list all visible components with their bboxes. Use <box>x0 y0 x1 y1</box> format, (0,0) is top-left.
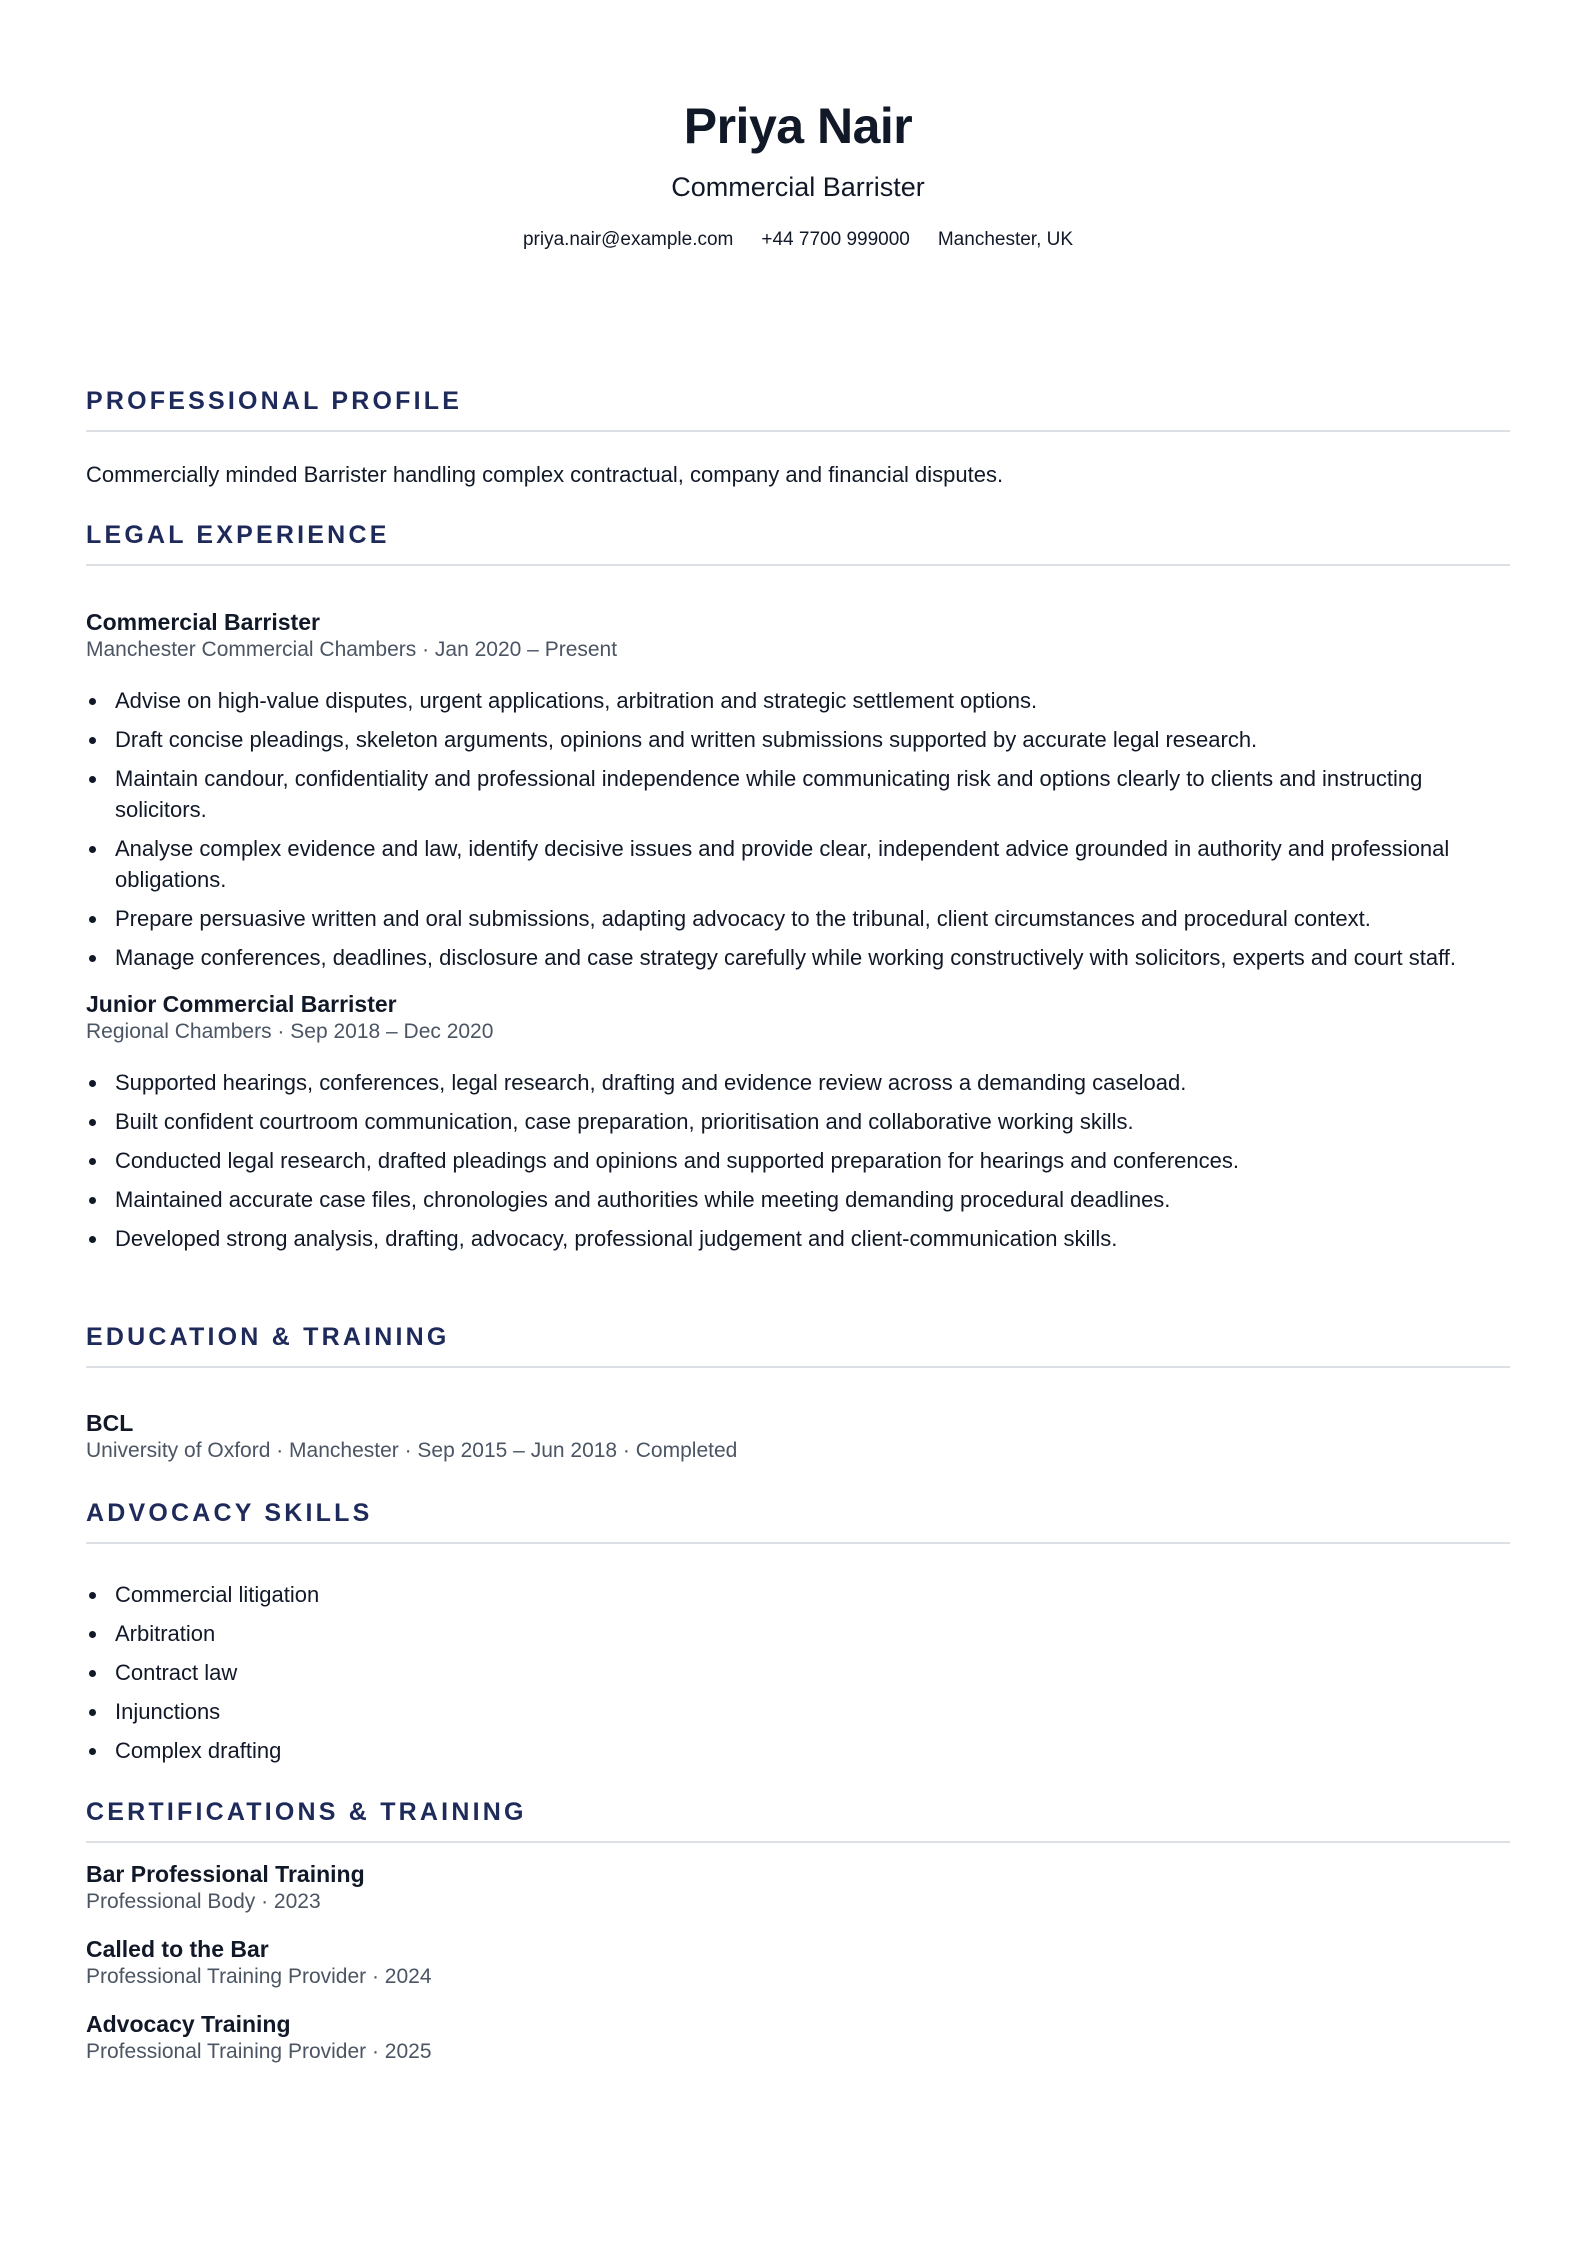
skill-item: Complex drafting <box>86 1735 1510 1766</box>
resume-header <box>86 0 1510 252</box>
list-item: Manage conferences, deadlines, disclosure and case strategy carefully while working constructively with solicitors, experts and court staff. <box>86 942 1510 973</box>
section-heading: EDUCATION & TRAINING <box>86 1323 450 1351</box>
skill-item: Injunctions <box>86 1696 1510 1727</box>
certification-name: Called to the Bar <box>86 1936 269 1962</box>
list-item: Maintain candour, confidentiality and professional independence while communicating risk and options clearly to clients and instructing solicitors. <box>86 763 1510 825</box>
certification-name: Advocacy Training <box>86 2011 291 2037</box>
contact-phone[interactable]: +44 7700 999000 <box>761 229 910 250</box>
contact-line <box>86 228 1510 252</box>
profile-summary: Commercially minded Barrister handling complex contractual, company and financial disputes. <box>86 462 1004 487</box>
list-item: Analyse complex evidence and law, identify decisive issues and provide clear, independent advice grounded in authority and professional obligations. <box>86 833 1510 895</box>
job-meta: Manchester Commercial Chambers · Jan 2020 – Present <box>86 638 618 661</box>
job-role: Junior Commercial Barrister <box>86 991 397 1017</box>
education-meta: University of Oxford · Manchester · Sep 2015 – Jun 2018 · Completed <box>86 1439 738 1462</box>
education-entry <box>86 1409 1510 1465</box>
candidate-headline: Commercial Barrister <box>671 172 925 202</box>
section-divider <box>86 1542 1510 1544</box>
section-heading: PROFESSIONAL PROFILE <box>86 387 463 415</box>
section-education <box>86 1322 1510 1465</box>
list-item: Built confident courtroom communication, case preparation, prioritisation and collaborative working skills. <box>86 1106 1510 1137</box>
section-professional-profile <box>86 386 1510 490</box>
job-bullets <box>86 1067 1510 1254</box>
certification-name: Bar Professional Training <box>86 1861 365 1887</box>
certification-entry <box>86 2010 1510 2066</box>
section-heading: ADVOCACY SKILLS <box>86 1499 373 1527</box>
list-item: Advise on high-value disputes, urgent applications, arbitration and strategic settlement options. <box>86 685 1510 716</box>
contact-email[interactable]: priya.nair@example.com <box>522 229 734 250</box>
contact-location: Manchester, UK <box>937 229 1074 250</box>
resume-page <box>86 0 1510 2063</box>
list-item: Conducted legal research, drafted pleadings and opinions and supported preparation for hearings and conferences. <box>86 1145 1510 1176</box>
list-item: Supported hearings, conferences, legal research, drafting and evidence review across a demanding caseload. <box>86 1067 1510 1098</box>
section-divider <box>86 1366 1510 1368</box>
list-item: Developed strong analysis, drafting, advocacy, professional judgement and client-communication skills. <box>86 1223 1510 1254</box>
section-divider <box>86 430 1510 432</box>
certification-meta: Professional Training Provider · 2025 <box>86 2040 432 2063</box>
job-bullets <box>86 685 1510 973</box>
job-entry <box>86 608 1510 973</box>
section-heading: LEGAL EXPERIENCE <box>86 521 390 549</box>
job-meta: Regional Chambers · Sep 2018 – Dec 2020 <box>86 1020 494 1043</box>
certification-meta: Professional Body · 2023 <box>86 1890 321 1913</box>
education-degree: BCL <box>86 1410 134 1436</box>
skill-item: Arbitration <box>86 1618 1510 1649</box>
list-item: Draft concise pleadings, skeleton arguments, opinions and written submissions supported by accurate legal research. <box>86 724 1510 755</box>
list-item: Prepare persuasive written and oral submissions, adapting advocacy to the tribunal, client circumstances and procedural context. <box>86 903 1510 934</box>
skill-item: Commercial litigation <box>86 1579 1510 1610</box>
section-legal-experience <box>86 520 1510 1262</box>
certification-meta: Professional Training Provider · 2024 <box>86 1965 432 1988</box>
list-item: Maintained accurate case files, chronologies and authorities while meeting demanding procedural deadlines. <box>86 1184 1510 1215</box>
job-entry <box>86 990 1510 1254</box>
skill-item: Contract law <box>86 1657 1510 1688</box>
section-divider <box>86 564 1510 566</box>
section-divider <box>86 1841 1510 1843</box>
skills-list <box>86 1579 1510 1766</box>
job-role: Commercial Barrister <box>86 609 320 635</box>
candidate-name: Priya Nair <box>683 98 913 154</box>
certification-entry <box>86 1860 1510 1916</box>
section-heading: CERTIFICATIONS & TRAINING <box>86 1798 527 1826</box>
certification-entry <box>86 1935 1510 1991</box>
section-advocacy-skills <box>86 1498 1510 1774</box>
section-certifications <box>86 1797 1510 2066</box>
